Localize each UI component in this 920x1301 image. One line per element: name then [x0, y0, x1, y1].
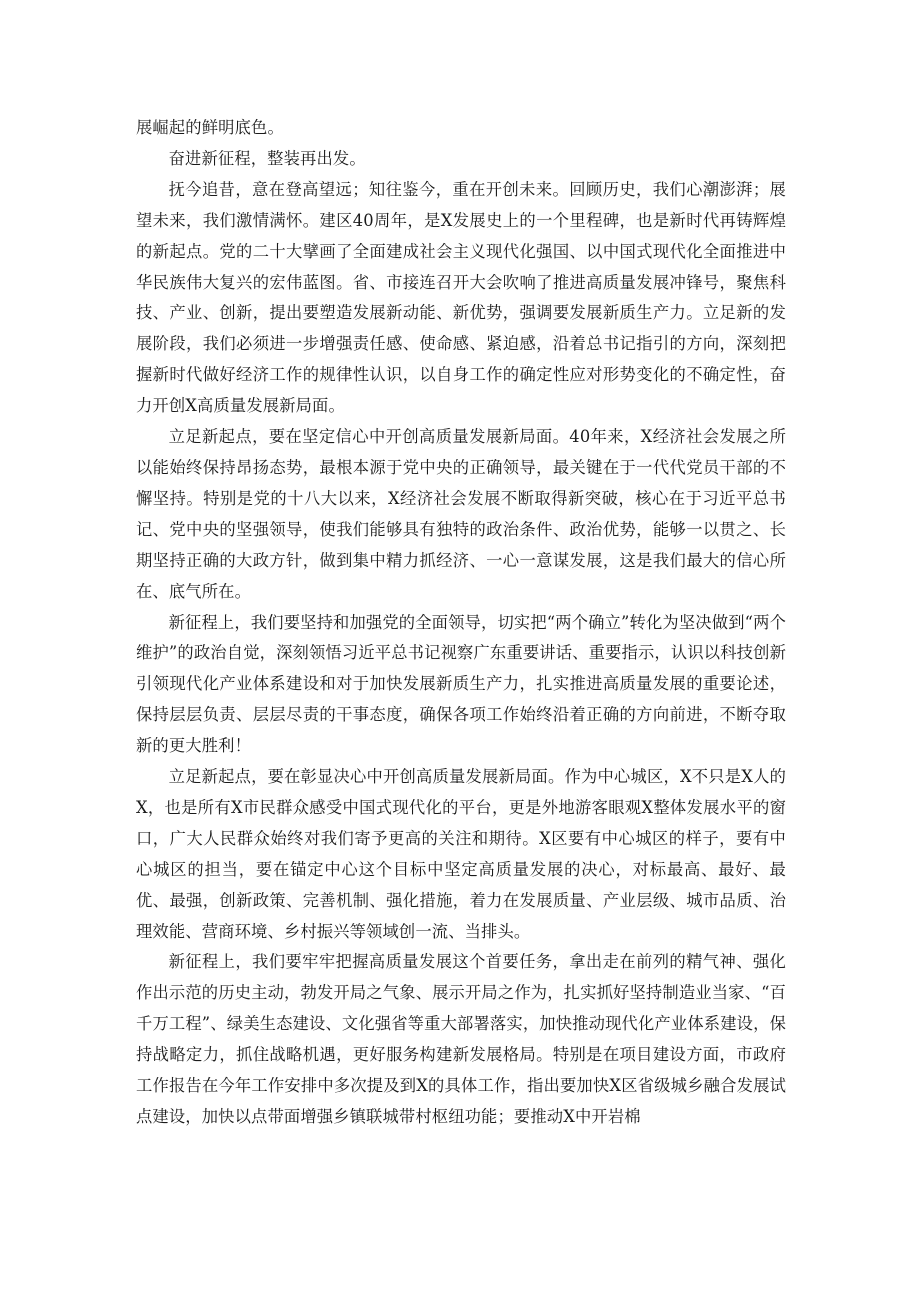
- paragraph: 立足新起点，要在坚定信心中开创高质量发展新局面。40年来，X经济社会发展之所以能始终保持昂扬态势，最根本源于党中央的正确领导，最关键在于一代代党员干部的不懈坚持。特别是党的十八大以来，X经济社会发展不断取得新突破，核心在于习近平总书记、党中央的坚强领导，使我们能够具有独特的政治条件、政治优势，能够一以贯之、长期坚持正确的大政方针，做到集中精力抓经济、一心一意谋发展，这是我们最大的信心所在、底气所在。: [136, 427, 786, 601]
- paragraph: 展崛起的鲜明底色。: [136, 118, 284, 137]
- paragraph: 奋进新征程，整装再出发。: [168, 148, 366, 168]
- paragraph: 抚今追昔，意在登高望远；知往鉴今，重在开创未来。回顾历史，我们心潮澎湃；展望未来，我们激情满怀。建区40周年，是X发展史上的一个里程碑，也是新时代再铸辉煌的新起点。党的二十大擘画了全面建成社会主义现代化强国、以中国式现代化全面推进中华民族伟大复兴的宏伟蓝图。省、市接连召开大会吹响了推进高质量发展冲锋号，聚焦科技、产业、创新，提出要塑造发展新动能、新优势，强调要发展新质生产力。立足新的发展阶段，我们必须进一步增强责任感、使命感、紧迫感，沿着总书记指引的方向，深刻把握新时代做好经济工作的规律性认识，以自身工作的确定性应对形势变化的不确定性，奋力开创X高质量发展新局面。: [136, 179, 786, 416]
- paragraph: 新征程上，我们要坚持和加强党的全面领导，切实把“两个确立”转化为坚决做到“两个维护”的政治自觉，深刻领悟习近平总书记视察广东重要讲话、重要指示，认识以科技创新引领现代化产业体系建设和对于加快发展新质生产力，扎实推进高质量发展的重要论述，保持层层负责、层层尽责的干事态度，确保各项工作始终沿着正确的方向前进，不断夺取新的更大胜利！: [136, 612, 786, 756]
- body-text: [136, 113, 786, 1133]
- paragraph: 立足新起点，要在彰显决心中开创高质量发展新局面。作为中心城区，X不只是X人的X，也是所有X市民群众感受中国式现代化的平台，更是外地游客眼观X整体发展水平的窗口，广大人民群众始终对我们寄予更高的关注和期待。X区要有中心城区的样子，要有中心城区的担当，要在锚定中心这个目标中坚定高质量发展的决心，对标最高、最好、最优、最强，创新政策、完善机制、强化措施，着力在发展质量、产业层级、城市品质、治理效能、营商环境、乡村振兴等领域创一流、当排头。: [136, 767, 786, 941]
- paragraph: 新征程上，我们要牢牢把握高质量发展这个首要任务，拿出走在前列的精气神、强化作出示范的历史主动，勃发开局之气象、展示开局之作为，扎实抓好坚持制造业当家、“百千万工程”、绿美生态建设、文化强省等重大部署落实，加快推动现代化产业体系建设，保持战略定力，抓住战略机遇，更好服务构建新发展格局。特别是在项目建设方面，市政府工作报告在今年工作安排中多次提及到X的具体工作，指出要加快X区省级城乡融合发展试点建设，加快以点带面增强乡镇联城带村枢纽功能；要推动X中开岩棉: [136, 952, 786, 1126]
